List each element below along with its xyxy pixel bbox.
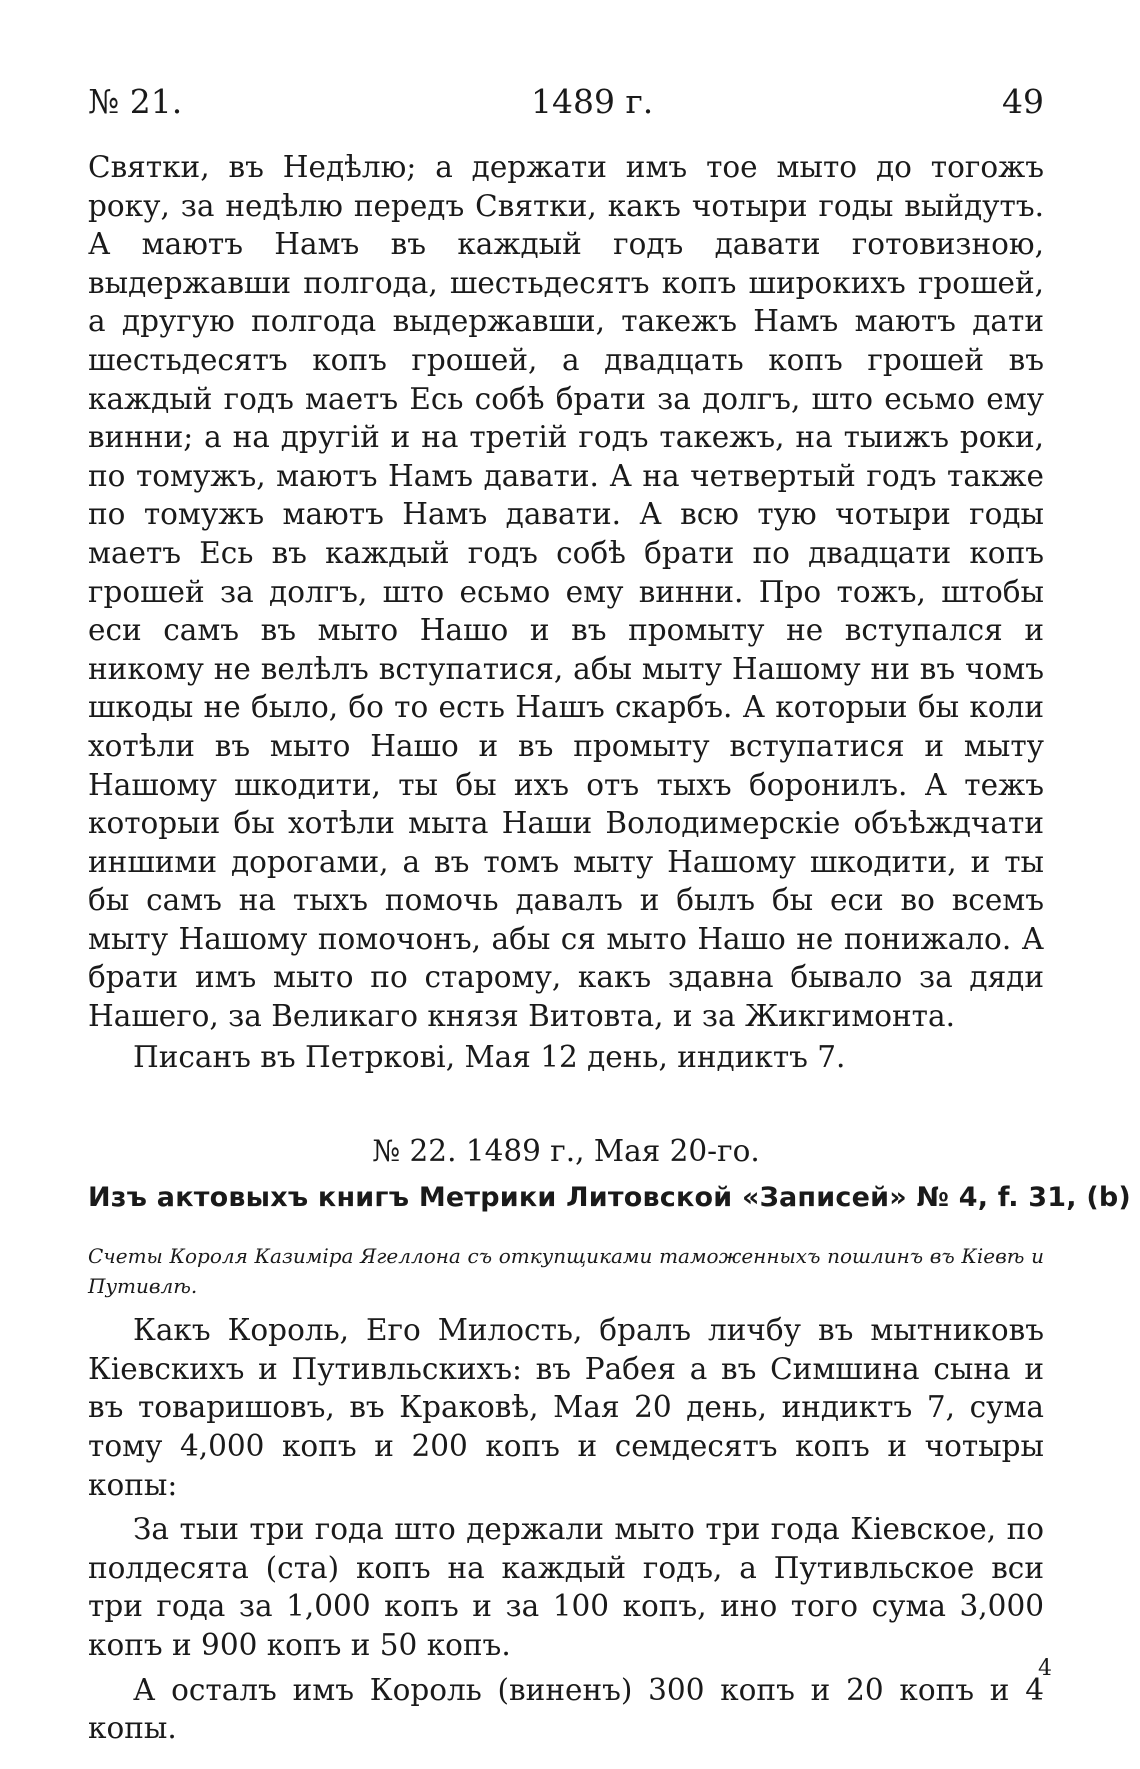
doc22-paragraph-1: Какъ Король, Его Милость, бралъ личбу въ мытниковъ Кіевскихъ и Путивльскихъ: въ Рабея а въ Симшина сына и въ товаришовъ, въ Краковѣ, Мая 20 день, индиктъ 7, сума тому 4,000 копъ и 200 копъ и семдесятъ копъ и чотыры копы:: [88, 1313, 1044, 1502]
doc22-paragraph-3: А осталъ имъ Король (виненъ) 300 копъ и 20 копъ и 4 копы.: [88, 1672, 1044, 1746]
header-year: 1489 г.: [530, 82, 654, 121]
sheet-signature: 4: [1038, 1656, 1052, 1681]
header-doc-number: № 21.: [88, 82, 183, 121]
doc22-summary: Счеты Короля Казиміра Ягеллона съ откупщиками таможенныхъ пошлинъ въ Кіевѣ и Путивлѣ.: [88, 1244, 1044, 1299]
doc22-title: № 22. 1489 г., Мая 20-го.: [372, 1134, 760, 1169]
doc21-signoff: Писанъ въ Петркові, Мая 12 день, индиктъ 7.: [133, 1039, 846, 1074]
doc22-paragraph-2: За тыи три года што держали мыто три года Кіевское, по полдесята (ста) копъ на каждый годъ, а Путивльское вси три года за 1,000 копъ и за 100 копъ, ино того сума 3,000 копъ и 900 копъ и 50 копъ.: [88, 1512, 1044, 1662]
header-page-number: 49: [1002, 82, 1044, 121]
doc22-source: Изъ актовыхъ книгъ Метрики Литовской «Записей» № 4, f. 31, (b): [88, 1182, 1131, 1214]
doc21-body-text: Святки, въ Недѣлю; а держати имъ тое мыто до тогожъ року, за недѣлю передъ Святки, какъ чотыри годы выйдутъ. А маютъ Намъ въ каждый годъ давати готовизною, выдержавши полгода, шестьдесятъ копъ широкихъ грошей, а другую полгода выдержавши, такежъ Намъ маютъ дати шестьдесятъ копъ грошей, а двадцать копъ грошей въ каждый годъ маетъ Есь собѣ брати за долгъ, што есьмо ему винни; а на другій и на третій годъ такежъ, на тыижъ роки, по томужъ, маютъ Намъ давати. А на четвертый годъ также по томужъ маютъ Намъ давати. А всю тую чотыри годы маетъ Есь въ каждый годъ собѣ брати по двадцати копъ грошей за долгъ, што есьмо ему винни. Про тожъ, штобы еси самъ въ мыто Нашо и въ промыту не вступался и никому не велѣлъ вступатися, абы мыту Нашому ни въ чомъ шкоды не было, бо то есть Нашъ скарбъ. А которыи бы коли хотѣли въ мыто Нашо и въ промыту вступатися и мыту Нашому шкодити, ты бы ихъ отъ тыхъ боронилъ. А тежъ которыи бы хотѣли мыта Наши Володимерскіе объѣждчати иншими дорогами, а въ томъ мыту Нашому шкодити, и ты бы самъ на тыхъ помочь давалъ и былъ бы еси во всемъ мыту Нашому помочонъ, абы ся мыто Нашо не понижало. А брати имъ мыто по старому, какъ здавна бывало за дяди Нашего, за Великаго князя Витовта, и за Жикгимонта.: [88, 150, 1044, 1034]
running-header: [88, 82, 1044, 132]
document-page: [88, 82, 1131, 1754]
